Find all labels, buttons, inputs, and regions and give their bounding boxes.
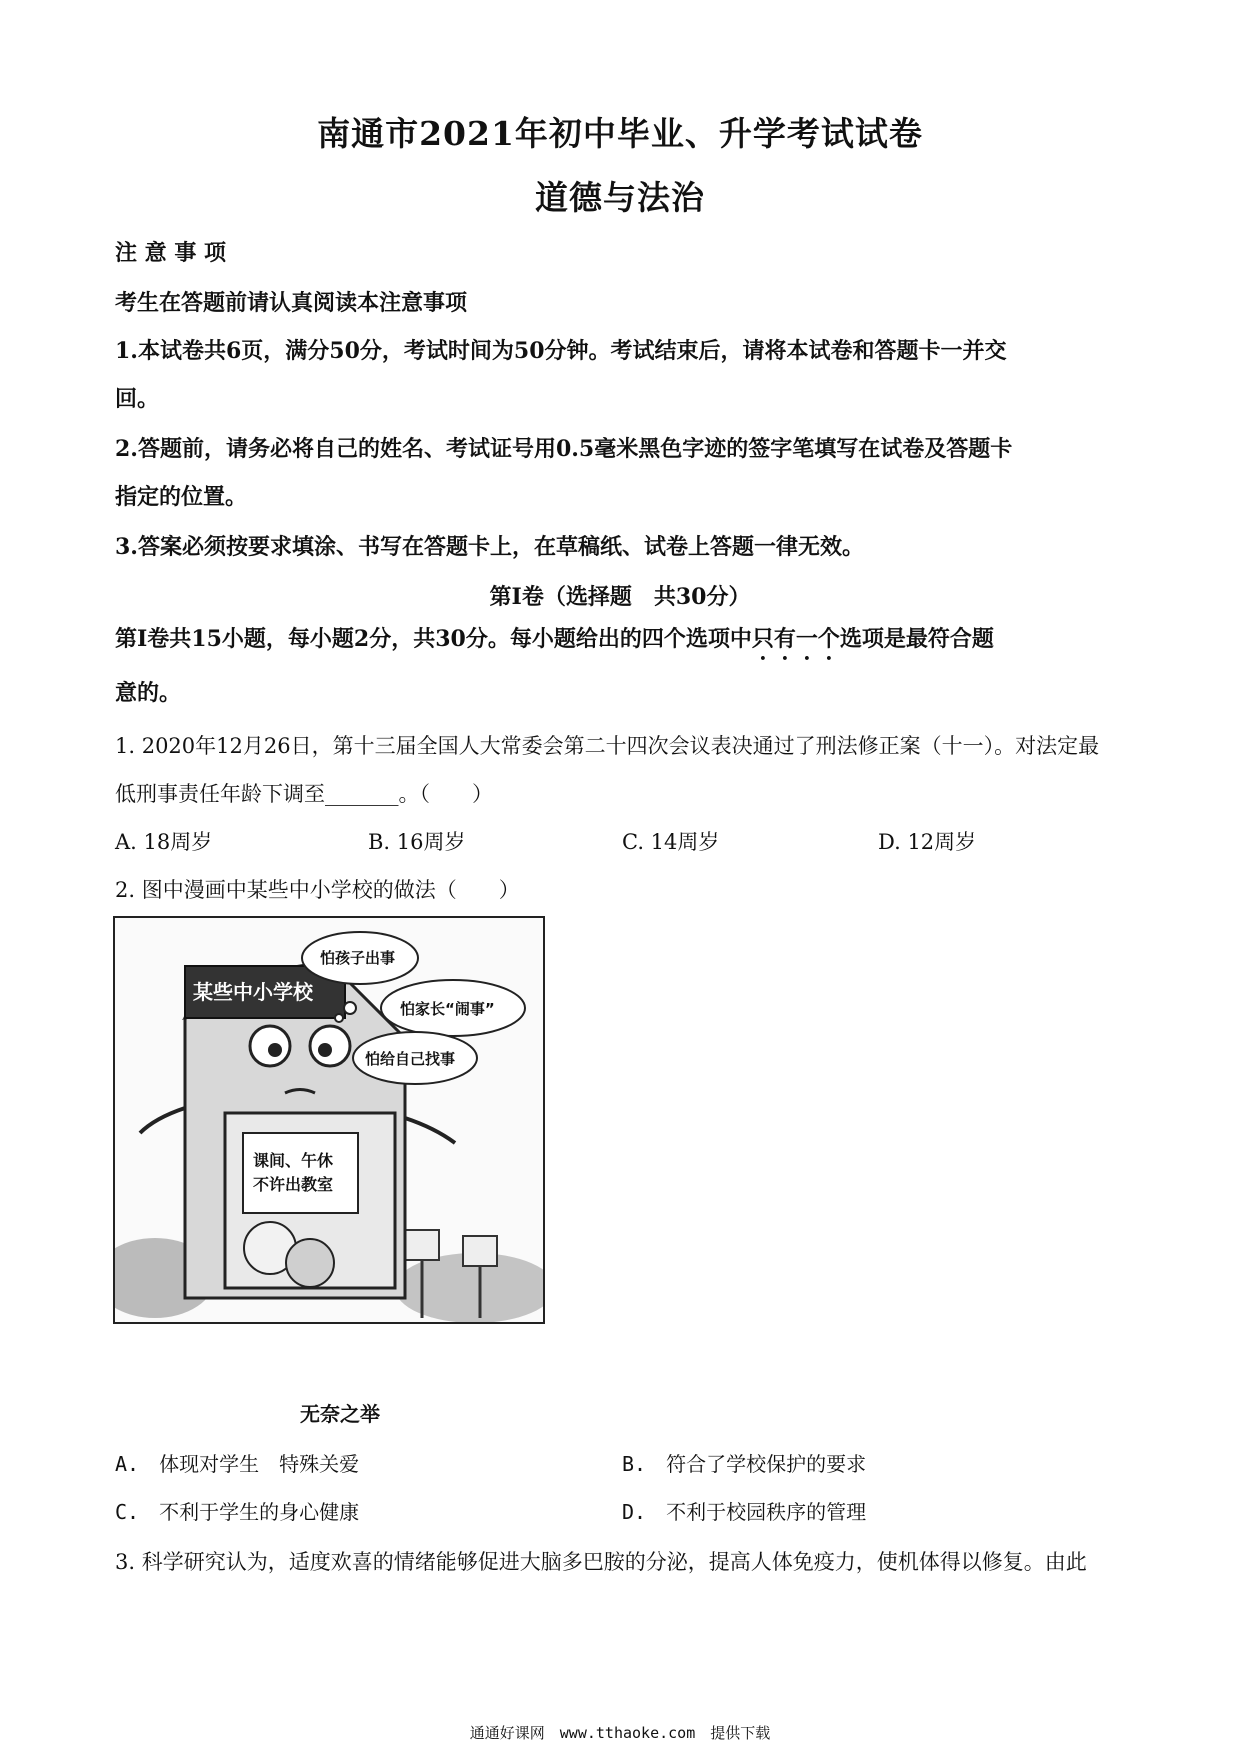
notice-item-2-cont: 指定的位置。 [115,484,248,510]
q2-option-b: B. 符合了学校保护的要求 [622,1452,867,1476]
question-2-stem: 2. 图中漫画中某些中小学校的做法（ ） [115,878,520,902]
cartoon-bubble-2: 怕家长“闹事” [400,1000,495,1018]
section-desc-emphasis: 只有一个 [751,626,840,652]
q2-option-c: C. 不利于学生的身心健康 [115,1500,360,1524]
cartoon-bubble-1: 怕孩子出事 [320,949,396,967]
q1-option-c: C. 14周岁 [622,830,720,854]
q1-option-b: B. 16周岁 [368,830,466,854]
section-description [115,622,994,665]
notice-item-3: 3.答案必须按要求填涂、书写在答题卡上，在草稿纸、试卷上答题一律无效。 [115,534,864,560]
cartoon-bubble-3: 怕给自己找事 [365,1050,456,1068]
page-footer: 通通好课网 www.tthaoke.com 提供下载 [469,1724,771,1742]
notice-item-2: 2.答题前，请务必将自己的姓名、考试证号用0.5毫米黑色字迹的签字笔填写在试卷及答题卡 [115,436,1013,462]
q2-option-a: A. 体现对学生 特殊关爱 [115,1452,360,1476]
question-1-stem: 1. 2020年12月26日，第十三届全国人大常委会第二十四次会议表决通过了刑法修正案（十一）。对法定最 [115,734,1100,758]
question-3-stem: 3. 科学研究认为，适度欢喜的情绪能够促进大脑多巴胺的分泌，提高人体免疫力，使机体得以修复。由此 [115,1550,1087,1574]
cartoon-image [113,916,545,1324]
notice-item-1: 1.本试卷共6页，满分50分，考试时间为50分钟。考试结束后，请将本试卷和答题卡一并交 [115,338,1007,364]
section-desc-part-b: 选项是最符合题 [839,626,994,652]
notice-intro: 考生在答题前请认真阅读本注意事项 [115,290,468,316]
cartoon-caption: 无奈之举 [300,1402,380,1426]
q1-option-d: D. 12周岁 [878,830,977,854]
q1-option-a: A. 18周岁 [115,830,213,854]
notice-heading: 注 意 事 项 [115,240,226,266]
exam-title: 南通市2021年初中毕业、升学考试试卷 [317,114,923,153]
q2-option-d: D. 不利于校园秩序的管理 [622,1500,867,1524]
cartoon-sign: 某些中小学校 [193,980,313,1004]
cartoon-notice-line-1: 课间、午休 [253,1151,334,1170]
section-desc-part-a: 第Ⅰ卷共15小题，每小题2分，共30分。每小题给出的四个选项中 [115,626,752,652]
section-description-cont: 意的。 [115,680,182,706]
cartoon-notice-line-2: 不许出教室 [253,1175,334,1194]
question-1-stem-cont: 低刑事责任年龄下调至_______。（ ） [115,782,493,806]
subject-title: 道德与法治 [535,178,705,217]
section-heading: 第Ⅰ卷（选择题 共30分） [489,584,751,610]
notice-item-1-cont: 回。 [115,386,160,412]
